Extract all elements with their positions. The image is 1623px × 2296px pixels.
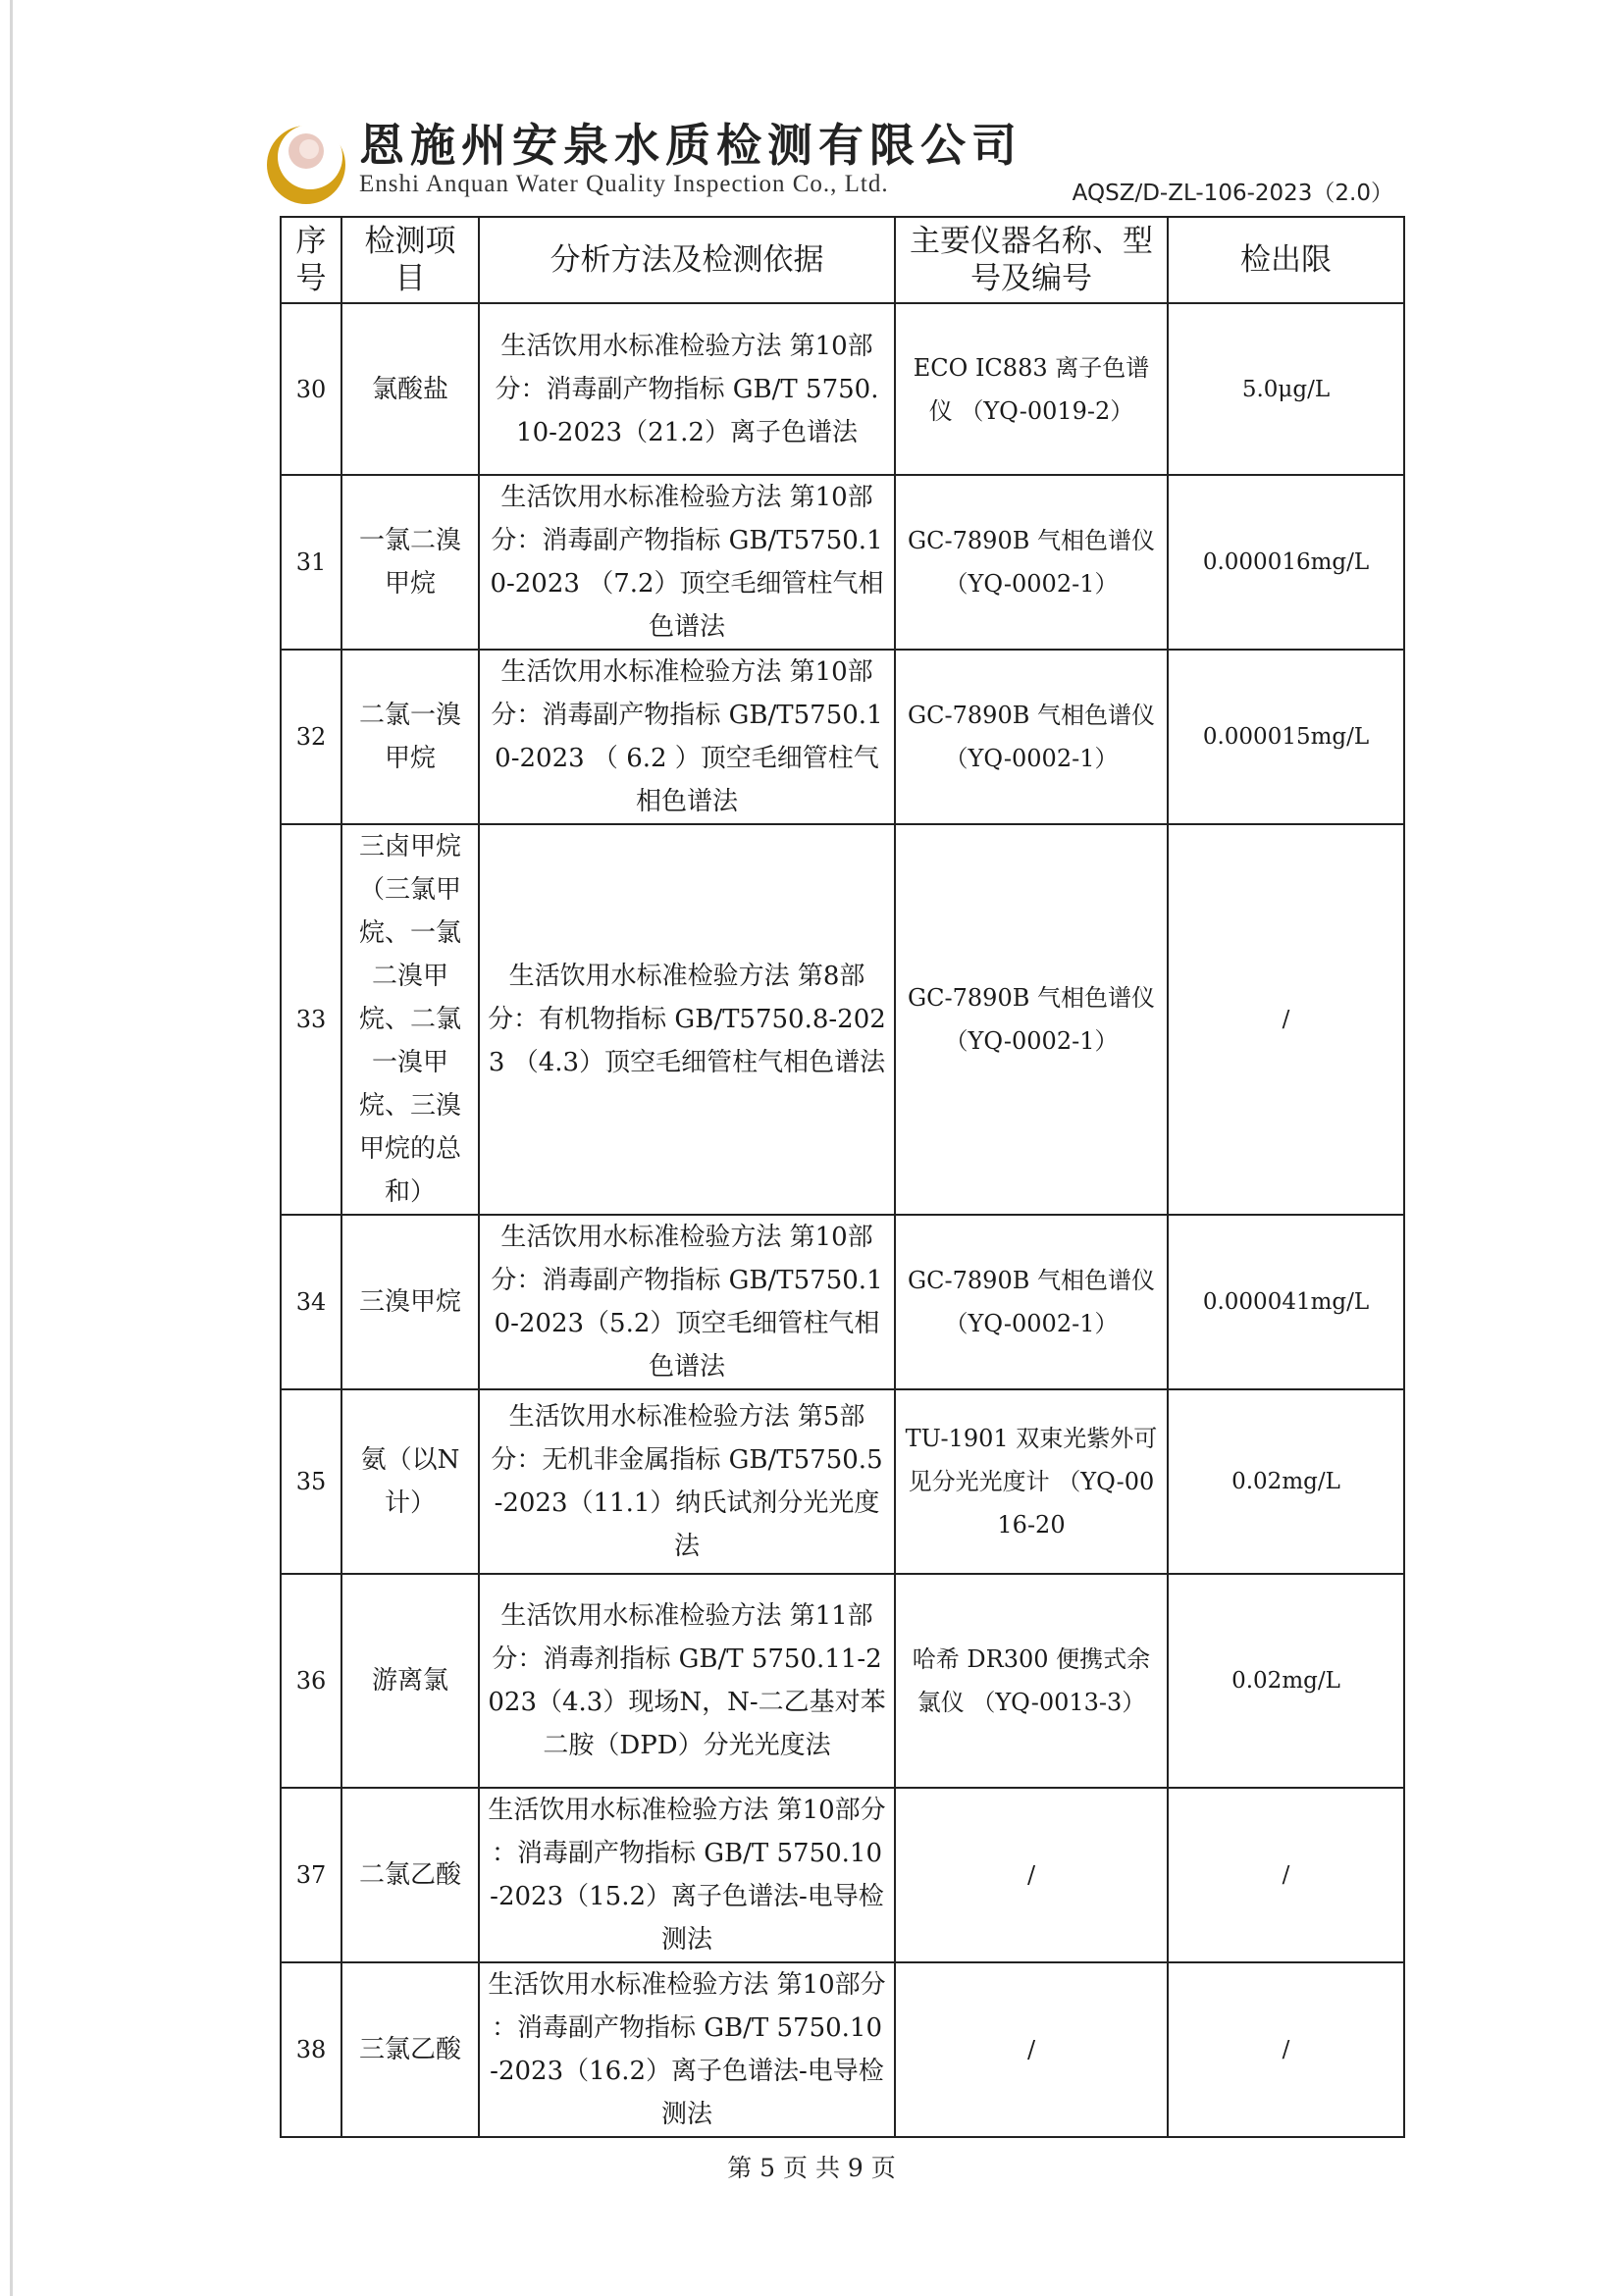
row-no: 30 [281, 303, 341, 475]
row-item: 三氯乙酸 [341, 1962, 479, 2137]
row-item: 游离氯 [341, 1574, 479, 1788]
document-code: AQSZ/D-ZL-106-2023（2.0） [1072, 181, 1393, 206]
row-no: 32 [281, 650, 341, 824]
row-instrument: GC-7890B 气相色谱仪 （YQ-0002-1） [895, 824, 1168, 1215]
document-header [265, 108, 1393, 206]
row-method: 生活饮用水标准检验方法 第10部分 ：消毒副产物指标 GB/T 5750.10-2023（15.2）离子色谱法-电导检测法 [479, 1788, 895, 1962]
table-row [281, 824, 1404, 1215]
row-instrument: GC-7890B 气相色谱仪 （YQ-0002-1） [895, 475, 1168, 650]
header-item: 检测项目 [341, 217, 479, 303]
row-item: 二氯一溴甲烷 [341, 650, 479, 824]
scan-edge [10, 0, 13, 2296]
row-no: 36 [281, 1574, 341, 1788]
company-name-en: Enshi Anquan Water Quality Inspection Co., Ltd. [359, 171, 889, 197]
inspection-method-table-container [280, 216, 1403, 2138]
row-method: 生活饮用水标准检验方法 第8部分：有机物指标 GB/T5750.8-2023 （4.3）顶空毛细管柱气相色谱法 [479, 824, 895, 1215]
table-row [281, 1215, 1404, 1389]
row-no: 34 [281, 1215, 341, 1389]
row-no: 35 [281, 1389, 341, 1574]
row-limit: 0.02mg/L [1168, 1574, 1404, 1788]
row-method: 生活饮用水标准检验方法 第10部分：消毒副产物指标 GB/T5750.10-2023 （7.2）顶空毛细管柱气相色谱法 [479, 475, 895, 650]
row-no: 38 [281, 1962, 341, 2137]
row-item: 氨（以N计） [341, 1389, 479, 1574]
row-limit: / [1168, 824, 1404, 1215]
row-item: 氯酸盐 [341, 303, 479, 475]
row-no: 37 [281, 1788, 341, 1962]
company-name-cn: 恩施州安泉水质检测有限公司 [359, 119, 1022, 172]
row-limit: 0.000015mg/L [1168, 650, 1404, 824]
row-method: 生活饮用水标准检验方法 第11部分：消毒剂指标 GB/T 5750.11-2023（4.3）现场N，N-二乙基对苯二胺（DPD）分光光度法 [479, 1574, 895, 1788]
table-row [281, 1574, 1404, 1788]
header-no: 序号 [281, 217, 341, 303]
row-item: 三溴甲烷 [341, 1215, 479, 1389]
row-limit: 0.000016mg/L [1168, 475, 1404, 650]
table-row [281, 1788, 1404, 1962]
row-instrument: / [895, 1962, 1168, 2137]
row-limit: / [1168, 1962, 1404, 2137]
row-item: 二氯乙酸 [341, 1788, 479, 1962]
page-number: 第 5 页 共 9 页 [727, 2154, 896, 2182]
row-method: 生活饮用水标准检验方法 第10部分 ：消毒副产物指标 GB/T 5750.10-2023（16.2）离子色谱法-电导检测法 [479, 1962, 895, 2137]
row-instrument: GC-7890B 气相色谱仪 （YQ-0002-1） [895, 650, 1168, 824]
row-instrument: 哈希 DR300 便携式余氯仪 （YQ-0013-3） [895, 1574, 1168, 1788]
row-no: 31 [281, 475, 341, 650]
table-header-row [281, 217, 1404, 303]
row-no: 33 [281, 824, 341, 1215]
table-row [281, 1389, 1404, 1574]
row-instrument: ECO IC883 离子色谱仪 （YQ-0019-2） [895, 303, 1168, 475]
row-method: 生活饮用水标准检验方法 第10部分：消毒副产物指标 GB/T 5750.10-2023（21.2）离子色谱法 [479, 303, 895, 475]
water-drop-logo-icon [265, 124, 347, 206]
header-limit: 检出限 [1168, 217, 1404, 303]
header-instrument: 主要仪器名称、型号及编号 [895, 217, 1168, 303]
table-row [281, 650, 1404, 824]
row-method: 生活饮用水标准检验方法 第10部分：消毒副产物指标 GB/T5750.10-2023（5.2）顶空毛细管柱气相色谱法 [479, 1215, 895, 1389]
row-instrument: TU-1901 双束光紫外可见分光光度计 （YQ-0016-20 [895, 1389, 1168, 1574]
row-limit: / [1168, 1788, 1404, 1962]
header-method: 分析方法及检测依据 [479, 217, 895, 303]
row-limit: 0.000041mg/L [1168, 1215, 1404, 1389]
row-instrument: GC-7890B 气相色谱仪 （YQ-0002-1） [895, 1215, 1168, 1389]
row-item: 一氯二溴甲烷 [341, 475, 479, 650]
row-limit: 0.02mg/L [1168, 1389, 1404, 1574]
row-item: 三卤甲烷（三氯甲烷、一氯二溴甲烷、二氯一溴甲烷、三溴甲烷的总和） [341, 824, 479, 1215]
row-method: 生活饮用水标准检验方法 第5部分：无机非金属指标 GB/T5750.5-2023（11.1）纳氏试剂分光光度法 [479, 1389, 895, 1574]
table-row [281, 475, 1404, 650]
inspection-method-table [280, 216, 1405, 2138]
row-instrument: / [895, 1788, 1168, 1962]
row-limit: 5.0μg/L [1168, 303, 1404, 475]
table-row [281, 1962, 1404, 2137]
table-row [281, 303, 1404, 475]
row-method: 生活饮用水标准检验方法 第10部分：消毒副产物指标 GB/T5750.10-2023 （ 6.2 ）顶空毛细管柱气相色谱法 [479, 650, 895, 824]
